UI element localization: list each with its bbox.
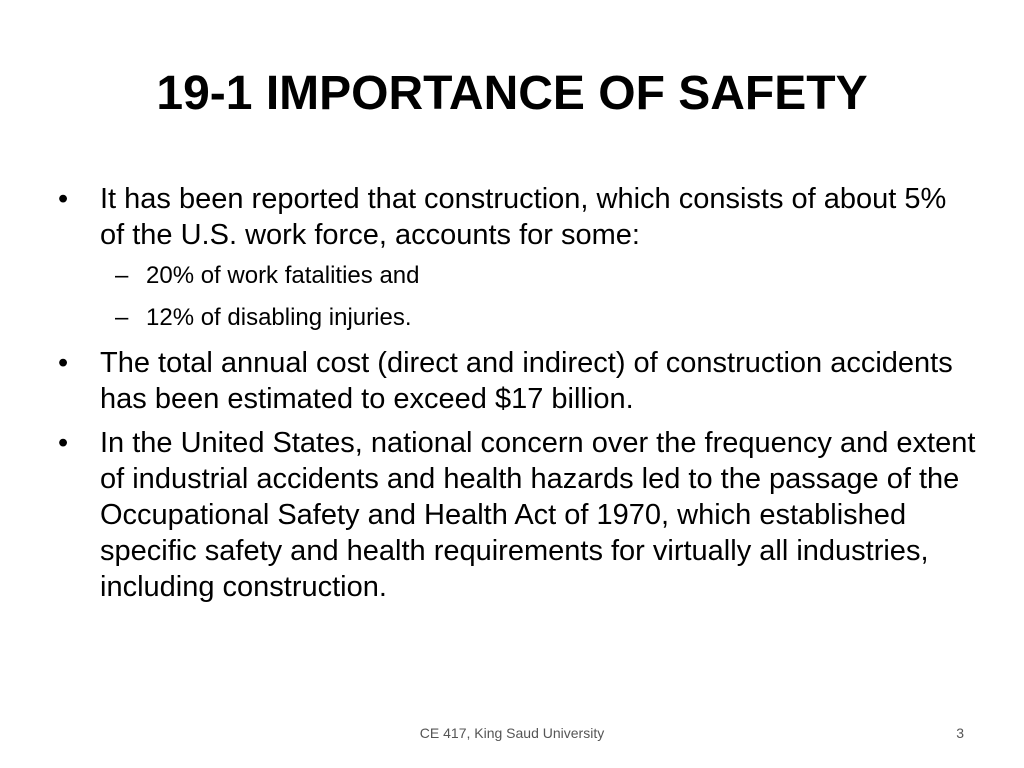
sub-bullet-text: 20% of work fatalities and [146,262,420,289]
slide-content [58,181,978,613]
page-number: 3 [956,725,964,741]
bullet-item [58,425,978,605]
sub-bullet-text: 12% of disabling injuries. [146,304,412,331]
footer-text: CE 417, King Saud University [419,725,605,741]
bullet-dot-icon: • [58,347,69,379]
dash-icon: – [115,304,129,331]
bullet-item [58,181,978,253]
bullet-text: It has been reported that construction, which consists of about 5% of the U.S. work force, accounts for some: [100,183,947,251]
bullet-item [58,345,978,417]
sub-bullet-item [58,303,978,333]
sub-list [58,261,978,333]
slide-title: 19-1 IMPORTANCE OF SAFETY [156,67,868,120]
bullet-dot-icon: • [58,183,69,215]
bullet-text: The total annual cost (direct and indirect) of construction accidents has been estimated to exceed $17 billion. [100,347,953,415]
bullet-dot-icon: • [58,427,69,459]
sub-bullet-item [58,261,978,291]
bullet-text: In the United States, national concern over the frequency and extent of industrial accidents and health hazards led to the passage of the Occupational Safety and Health Act of 1970, which established specific safety and health requirements for virtually all industries, including construction. [100,427,976,603]
dash-icon: – [115,262,129,289]
